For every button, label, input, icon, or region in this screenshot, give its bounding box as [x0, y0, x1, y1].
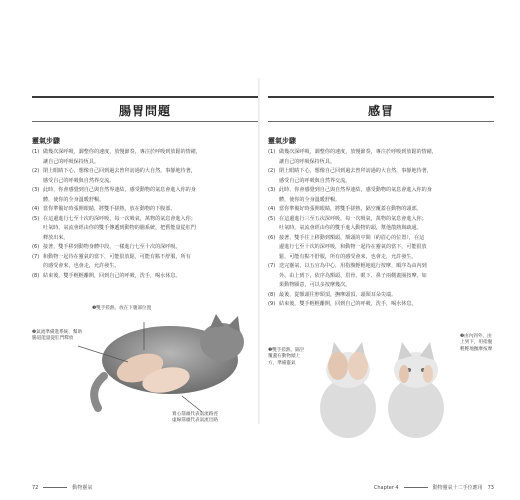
step-number: (6)	[268, 234, 276, 241]
fingertip-left	[399, 365, 409, 383]
step-number: (7)	[268, 263, 276, 269]
step-number: (7)	[32, 253, 40, 260]
fingertip-right	[423, 365, 433, 383]
section-heading: 靈氣步驟	[32, 137, 60, 145]
chapter-title-band	[268, 96, 494, 122]
section-heading: 靈氣步驟	[268, 137, 296, 145]
step-text-line: 外、由上到下，依序為額頭、眉骨、眼下、鼻子兩側畫圈按摩，如	[279, 272, 427, 279]
step-number: (2)	[268, 168, 276, 174]
callout-massage-order: ❷由內到外、由上到下，用指腹輕輕地撫摩按摩	[460, 334, 493, 352]
step-text-line: 邊進行七至十次的深呼吸，和動物一起待在靈氣的當下，可能很放	[279, 244, 427, 250]
step-item	[32, 148, 258, 167]
step-text-line: 此時，你會感覺到自己與自然界連結，感受動物的氣息會進入你的身	[43, 187, 196, 193]
page-number: 73	[487, 485, 494, 491]
step-item	[32, 243, 258, 253]
chapter-subtitle: 動物靈氣十二手位應用	[432, 485, 483, 491]
step-list	[32, 148, 258, 281]
hand-over-head-left	[328, 352, 348, 380]
step-item	[268, 186, 494, 205]
step-number: (5)	[32, 215, 40, 222]
step-item	[268, 300, 494, 310]
step-text-line: 閉上眼睛下心，想像自己回到過去曾拜訪過的大自然，事靜地待著，	[279, 168, 432, 174]
step-item	[32, 186, 258, 205]
step-text-line: 的感受會來，也會走，允許發生。	[43, 263, 120, 269]
title-rule-bottom	[32, 121, 258, 122]
callout-hands-position: ❶雙手搓熱，放在下腹部位置	[92, 306, 152, 311]
step-number: (6)	[32, 244, 40, 250]
book-gutter	[258, 78, 260, 424]
cat-ear-left	[210, 314, 224, 328]
step-text-line: 最後，從額頭往脖頸頂，撫摩頭頂、頭頸耳朵尖端。	[279, 291, 397, 298]
title-rule-bottom	[268, 121, 494, 122]
callout-arrow-legend: 實心箭頭代表氣流路徑 虛線箭頭代表氣流出路	[172, 412, 218, 424]
step-text-line: 做幾次深呼吸，調整你的速度，放慢節奏，專注於呼吸到放鬆的情緒，	[279, 149, 437, 155]
chapter-title-band	[32, 96, 258, 122]
step-text-line: 送完靈氣，以五官為中心，用指腹輕輕地進行按摩，順序為由內到	[279, 263, 427, 269]
step-text-line: 做幾次深呼吸，調整你的速度，放慢節奏，專注於呼吸到放鬆的情緒，	[43, 149, 201, 155]
step-item	[268, 291, 494, 301]
step-number: (5)	[268, 215, 276, 222]
step-number: (2)	[32, 168, 40, 174]
step-item	[32, 253, 258, 272]
cat-head-photos	[308, 332, 458, 442]
step-number: (4)	[268, 206, 276, 212]
step-number: (3)	[32, 187, 40, 193]
step-item	[268, 167, 494, 186]
page-title: 腸胃問題	[118, 104, 171, 118]
step-text-line: 感受自己的呼吸與自然界交流。	[43, 177, 115, 184]
step-text-line: 在這邊進行三至五次深呼吸，每一次吸氣，萬物的氣息會進入你；	[279, 215, 427, 222]
chapter-label: Chapter 4	[373, 485, 399, 491]
callout-energy-flow: ❷氣流準備進系統，幫助腸道能量從肛門釋放	[32, 330, 83, 342]
step-item	[32, 167, 258, 186]
page-footer	[32, 484, 92, 491]
step-text-line: 接著，雙手往上移動到額頭，額頭的中間（約眉心的位置），在這	[279, 234, 425, 241]
step-text-line: 吐氣時，氣流會經由你的雙手進入動物的頭，幫他散熱與疏通。	[279, 225, 422, 231]
step-text-line: 當你準備好時張開眼睛，將雙手搓熱，隔空覆蓋在動物的頭部。	[279, 206, 422, 212]
step-text-line: 在這邊進行七至十次的深呼吸，每一次吸氣，萬物的氣息會進入你；	[43, 215, 196, 222]
step-number: (1)	[32, 149, 40, 155]
step-text-line: 結束後，雙手輕輕離開，回到自己的呼吸，洗手，喝水休息。	[43, 272, 181, 279]
step-text-line: 果動物願意，可以多按摩幾次。	[279, 282, 351, 288]
step-number: (1)	[268, 149, 276, 155]
hand-over-head-right	[348, 352, 368, 380]
step-number: (9)	[268, 301, 276, 307]
cat-tail	[94, 376, 104, 408]
step-text-line: 鬆，可能有點不舒服，所有的感受會來，也會走，允許發生。	[279, 253, 417, 260]
step-item	[268, 215, 494, 234]
step-item	[268, 262, 494, 291]
step-text-line: 吐氣時，氣流會經由你的雙手傳遞到動物的腸系統，把舊能量從肛門	[43, 225, 196, 231]
title-rule-top	[32, 96, 258, 98]
leader-line-bottom	[182, 396, 202, 412]
step-text-line: 結束後，雙手輕輕離開，回到自己的呼吸，洗手，喝水休息。	[279, 301, 417, 307]
page-footer	[374, 484, 494, 491]
step-text-line: 釋放出來。	[43, 234, 69, 241]
step-list	[268, 148, 494, 310]
callout-hands-over-head: ❶雙手搓熱，隔空覆蓋在動物頭上方，準備靈氣	[268, 348, 305, 366]
step-item	[268, 148, 494, 167]
step-item	[268, 234, 494, 263]
step-text-line: 感受自己的呼吸與自然界交流。	[279, 177, 351, 184]
step-text-line: 讓自己的呼吸保持恆具。	[279, 158, 336, 165]
step-number: (8)	[32, 272, 40, 279]
step-text-line: 和動物一起待在靈氣的當下，可能很放鬆，可能有點不舒服，所有	[43, 253, 191, 260]
step-text-line: 此時，你會感覺到自己與自然界連結，感受動物的氣息會進入你的身	[279, 187, 432, 193]
step-item	[32, 272, 258, 282]
page-title: 感冒	[367, 104, 394, 118]
step-item	[32, 215, 258, 244]
title-rule-top	[268, 96, 494, 98]
footer-rule	[43, 487, 67, 488]
left-page	[32, 80, 258, 491]
right-page	[268, 80, 494, 491]
step-text-line: 當你準備好時張開眼睛，將雙手搓熱，放在動物的下腹部。	[43, 206, 176, 212]
step-item	[32, 205, 258, 215]
step-text-line: 體，使你的全身溫暖舒暢。	[279, 196, 341, 203]
step-number: (3)	[268, 187, 276, 193]
step-text-line: 讓自己的呼吸保持恆具。	[43, 158, 100, 165]
step-text-line: 體，使你的全身溫暖舒暢。	[43, 196, 105, 203]
step-text-line: 接著，雙手移到動物身體中段，一樣進行七至十次的深呼吸。	[43, 244, 181, 250]
book-title: 動物靈氣	[72, 485, 93, 491]
step-text-line: 閉上眼睛下心，想像自己回到過去曾拜訪過的大自然，事靜地待著，	[43, 168, 196, 174]
footer-rule	[404, 487, 428, 488]
page-number: 72	[32, 485, 39, 491]
step-number: (4)	[32, 206, 40, 212]
step-number: (8)	[268, 291, 276, 298]
step-item	[268, 205, 494, 215]
